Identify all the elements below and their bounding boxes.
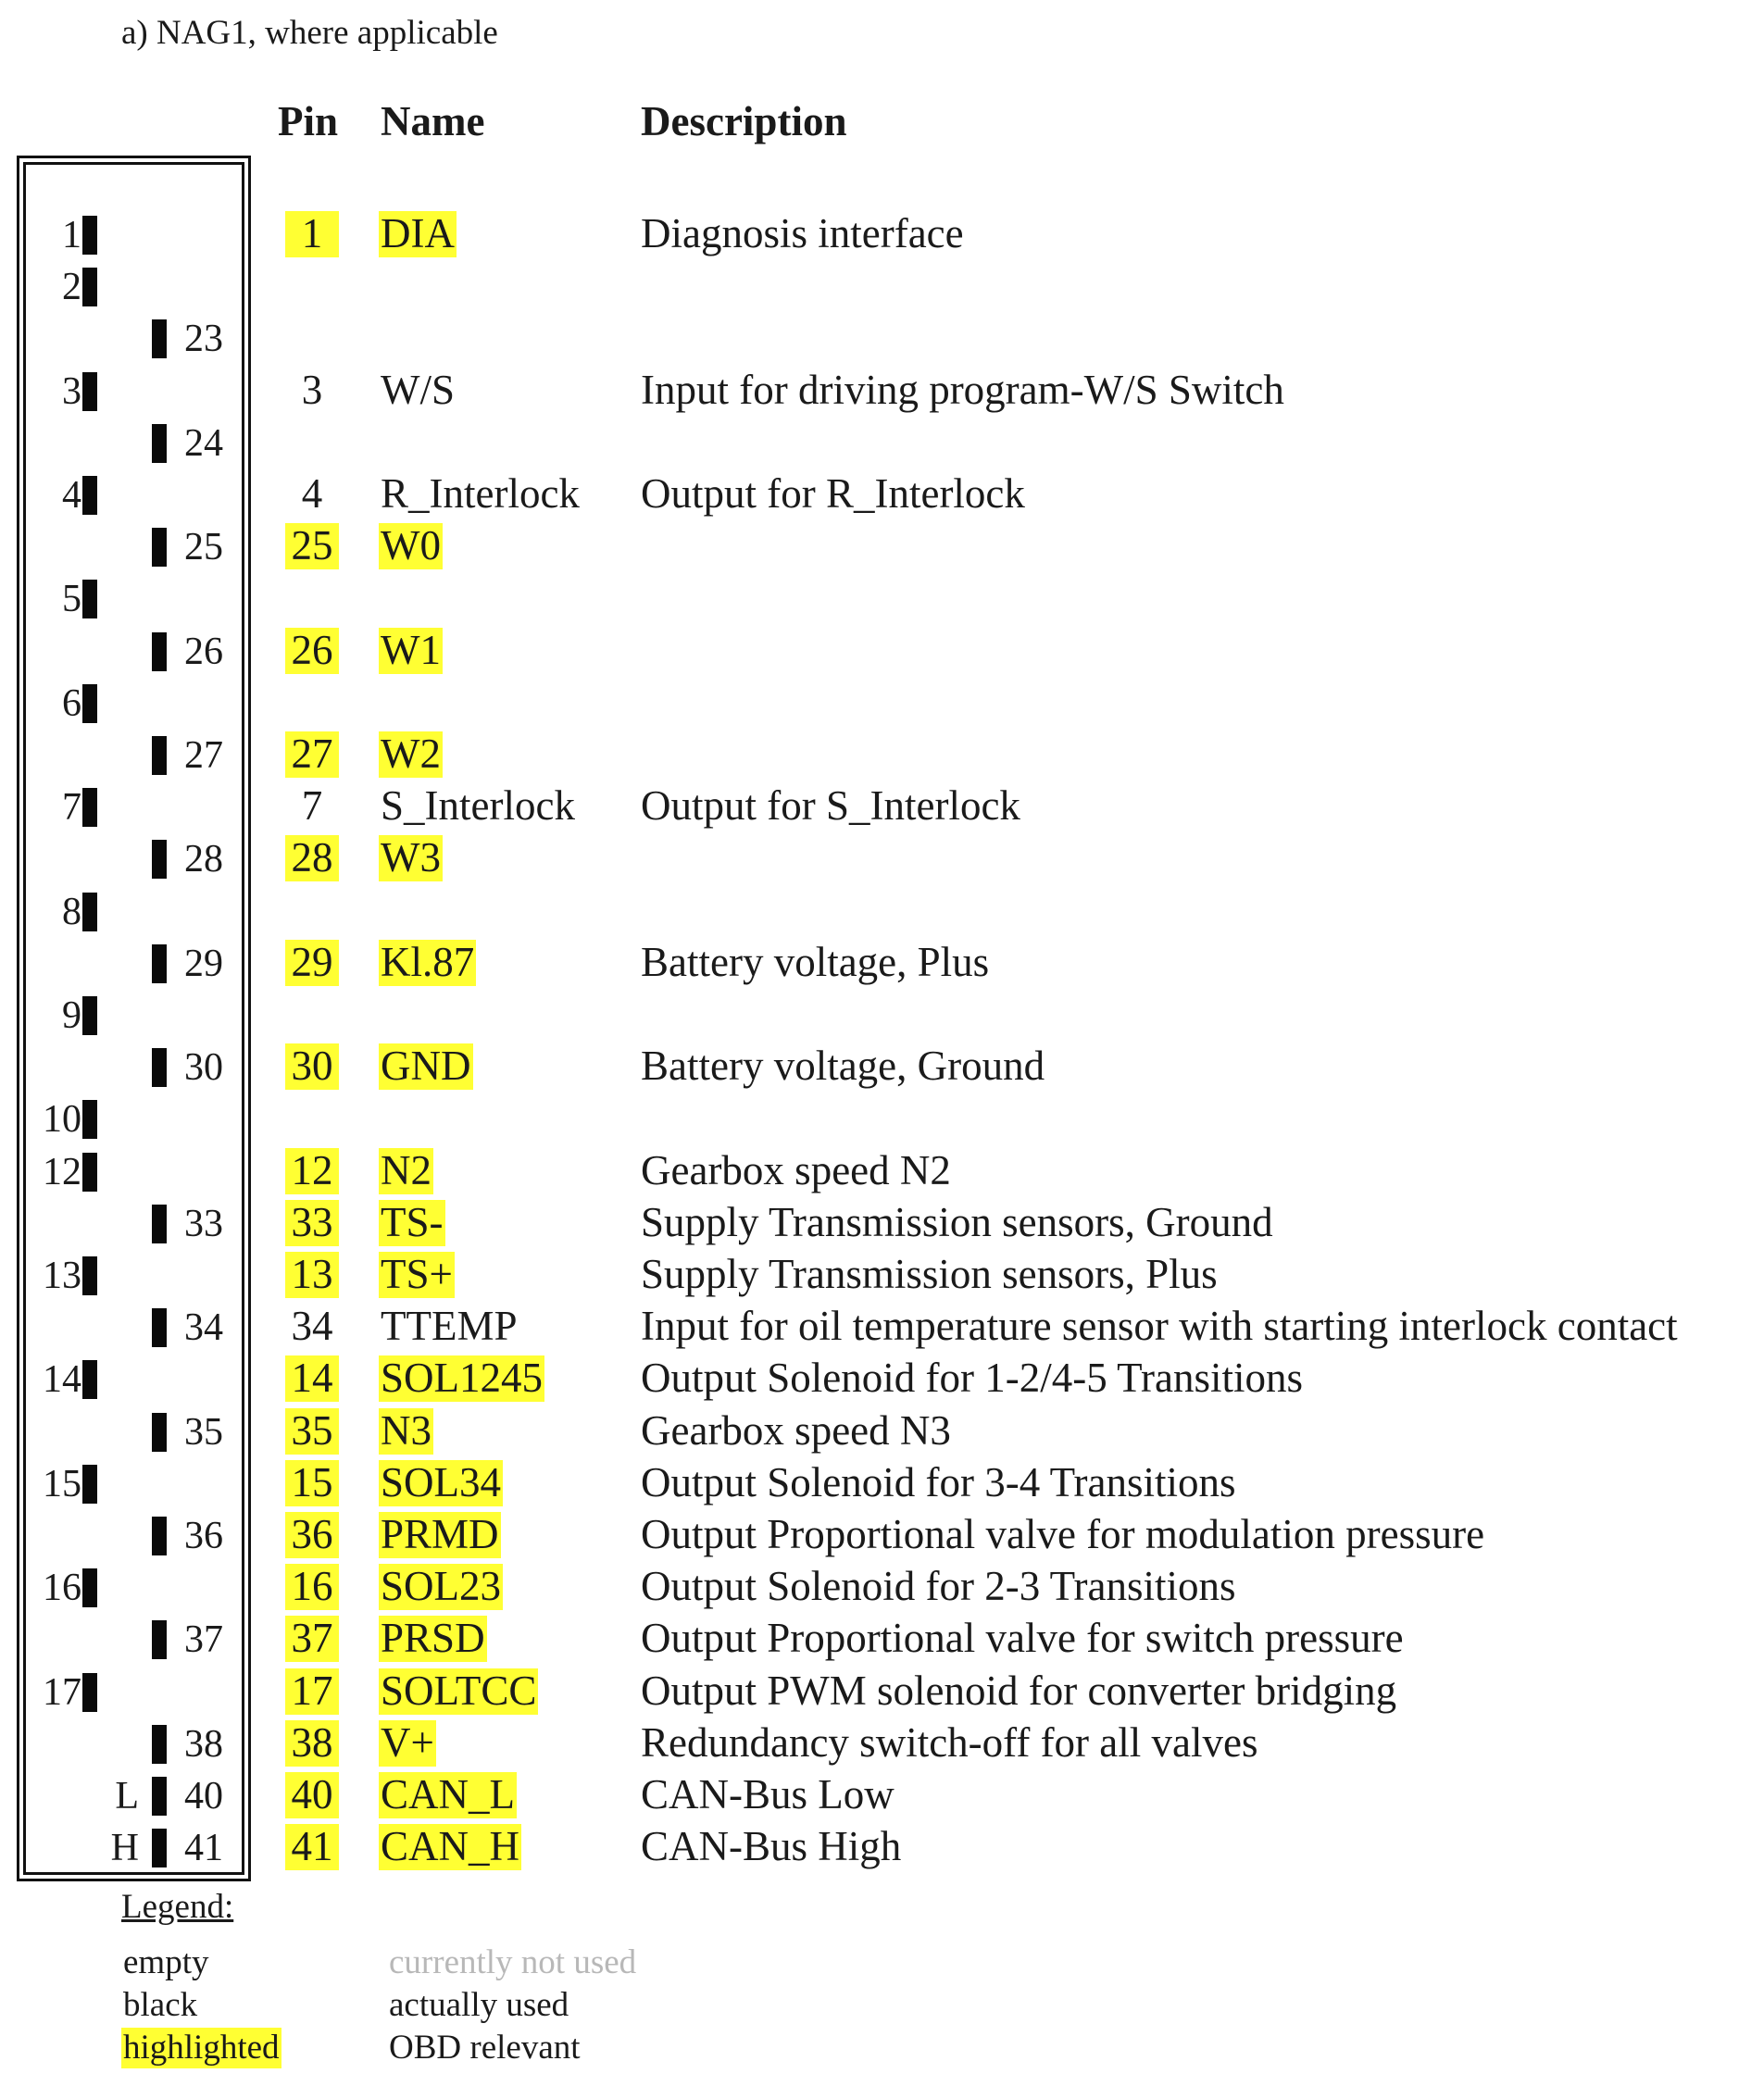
description-cell: Gearbox speed N3 xyxy=(641,1406,951,1454)
pin-cell: 28 xyxy=(285,835,339,881)
legend-value: OBD relevant xyxy=(389,2029,581,2067)
header-description: Description xyxy=(641,98,847,144)
pin-cell: 36 xyxy=(285,1512,339,1558)
connector-pin-block xyxy=(82,216,97,255)
connector-pin-block xyxy=(82,893,97,931)
connector-pin-number: 3 xyxy=(62,369,81,413)
connector-pin-number: 4 xyxy=(62,474,81,517)
pin-cell: 15 xyxy=(285,1460,339,1506)
connector-pin-number: 29 xyxy=(184,942,223,985)
description-cell: Battery voltage, Plus xyxy=(641,938,990,985)
name-cell: N2 xyxy=(381,1146,432,1193)
description-cell: Output for S_Interlock xyxy=(641,782,1020,830)
connector-pin-number: 15 xyxy=(43,1462,81,1505)
connector-pin-number: 24 xyxy=(184,421,223,465)
name-cell: S_Interlock xyxy=(381,782,575,830)
pin-cell: 27 xyxy=(285,731,339,778)
connector-pin-block xyxy=(152,1620,167,1659)
connector-pin-number: 17 xyxy=(43,1670,81,1714)
pin-cell: 33 xyxy=(285,1200,339,1246)
connector-pin-block xyxy=(152,1048,167,1087)
connector-pin-number: 25 xyxy=(184,526,223,569)
header-pin: Pin xyxy=(278,98,339,144)
connector-pin-block xyxy=(82,268,97,306)
name-cell: SOL34 xyxy=(381,1458,502,1505)
connector-pin-number: 8 xyxy=(62,890,81,933)
description-cell: Supply Transmission sensors, Plus xyxy=(641,1251,1218,1297)
name-cell: Kl.87 xyxy=(381,938,475,985)
connector-pin-number: 9 xyxy=(62,994,81,1037)
connector-pin-block xyxy=(82,1256,97,1295)
description-cell: Battery voltage, Ground xyxy=(641,1043,1045,1090)
connector-pin-block xyxy=(82,1673,97,1712)
description-cell: Input for oil temperature sensor with starting interlock contact xyxy=(641,1303,1678,1350)
legend-value: currently not used xyxy=(389,1943,637,1981)
description-cell: Output Solenoid for 2-3 Transitions xyxy=(641,1563,1236,1610)
legend-key: black xyxy=(123,1986,198,2024)
connector-pin-block xyxy=(152,944,167,983)
connector-pin-block xyxy=(152,528,167,567)
description-cell: Gearbox speed N2 xyxy=(641,1146,951,1193)
pin-cell: 26 xyxy=(285,628,339,674)
name-cell: W/S xyxy=(381,366,456,413)
connector-pin-number: 23 xyxy=(184,318,223,361)
pin-cell: 7 xyxy=(301,782,323,830)
name-cell: SOLTCC xyxy=(381,1667,537,1714)
connector-pin-number: 26 xyxy=(184,630,223,673)
connector-pin-number: 28 xyxy=(184,838,223,881)
pin-cell: 3 xyxy=(301,366,323,413)
connector-pin-block xyxy=(82,1465,97,1504)
legend-title: Legend: xyxy=(121,1888,234,1926)
connector-pin-number: 41 xyxy=(184,1827,223,1870)
name-cell: DIA xyxy=(381,210,455,256)
connector-pin-letter: L xyxy=(115,1775,139,1817)
connector-pin-number: 40 xyxy=(184,1775,223,1817)
connector-pin-number: 38 xyxy=(184,1722,223,1766)
name-cell: TS+ xyxy=(381,1251,453,1297)
connector-pin-number: 37 xyxy=(184,1618,223,1662)
pin-cell: 29 xyxy=(285,940,339,986)
connector-pin-block xyxy=(152,736,167,775)
description-cell: Output Solenoid for 3-4 Transitions xyxy=(641,1458,1236,1505)
connector-pin-number: 12 xyxy=(43,1150,81,1193)
pin-cell: 40 xyxy=(285,1772,339,1818)
description-cell: Output PWM solenoid for converter bridging xyxy=(641,1667,1397,1714)
name-cell: R_Interlock xyxy=(381,470,580,517)
pin-cell: 4 xyxy=(301,470,323,517)
connector-pin-block xyxy=(82,580,97,618)
legend-key: highlighted xyxy=(123,2029,280,2067)
name-cell: PRMD xyxy=(381,1511,499,1557)
connector-pin-block xyxy=(152,1777,167,1816)
pin-cell: 35 xyxy=(285,1408,339,1455)
connector-pin-block xyxy=(82,1568,97,1607)
pin-cell: 12 xyxy=(285,1148,339,1194)
connector-pin-block xyxy=(152,1517,167,1555)
description-cell: CAN-Bus High xyxy=(641,1823,902,1870)
description-cell: Supply Transmission sensors, Ground xyxy=(641,1198,1273,1245)
description-cell: Output Solenoid for 1-2/4-5 Transitions xyxy=(641,1355,1304,1402)
connector-pin-number: 35 xyxy=(184,1410,223,1454)
name-cell: PRSD xyxy=(381,1615,485,1662)
connector-pin-number: 30 xyxy=(184,1046,223,1090)
name-cell: CAN_L xyxy=(381,1771,515,1817)
connector-pin-number: 27 xyxy=(184,734,223,777)
connector-pin-block xyxy=(152,1725,167,1764)
name-cell: N3 xyxy=(381,1406,432,1454)
name-cell: SOL1245 xyxy=(381,1355,544,1402)
connector-pin-number: 34 xyxy=(184,1306,223,1350)
connector-pin-number: 1 xyxy=(62,214,81,256)
connector-pin-block xyxy=(82,788,97,827)
connector-pin-number: 14 xyxy=(43,1358,81,1402)
pin-cell: 13 xyxy=(285,1252,339,1298)
connector-pin-block xyxy=(152,1308,167,1347)
connector-pin-block xyxy=(152,1413,167,1452)
connector-pin-block xyxy=(82,996,97,1035)
connector-pin-block xyxy=(82,1153,97,1192)
name-cell: TS- xyxy=(381,1198,444,1245)
connector-pin-number: 6 xyxy=(62,681,81,725)
description-cell: Output Proportional valve for modulation pressure xyxy=(641,1511,1485,1557)
connector-pin-block xyxy=(152,1205,167,1243)
pin-cell: 41 xyxy=(285,1824,339,1870)
connector-pin-block xyxy=(82,372,97,411)
connector-pin-block xyxy=(82,1360,97,1399)
connector-pin-number: 7 xyxy=(62,786,81,830)
pin-cell: 30 xyxy=(285,1043,339,1090)
figure-caption: a) NAG1, where applicable xyxy=(121,14,498,52)
connector-pin-letter: H xyxy=(110,1827,139,1870)
connector-pin-block xyxy=(152,319,167,358)
pin-cell: 16 xyxy=(285,1564,339,1610)
connector-pin-block xyxy=(152,632,167,671)
pin-cell: 17 xyxy=(285,1668,339,1715)
connector-pin-number: 5 xyxy=(62,578,81,621)
connector-pin-number: 36 xyxy=(184,1515,223,1557)
connector-pin-block xyxy=(82,1100,97,1139)
connector-pin-block xyxy=(82,476,97,515)
description-cell: Redundancy switch-off for all valves xyxy=(641,1718,1258,1766)
connector-pin-number: 16 xyxy=(43,1567,81,1610)
description-cell: CAN-Bus Low xyxy=(641,1771,895,1817)
name-cell: CAN_H xyxy=(381,1823,520,1870)
legend-key: empty xyxy=(123,1943,209,1981)
connector-pin-number: 2 xyxy=(62,266,81,309)
connector-pin-block xyxy=(152,840,167,879)
legend-value: actually used xyxy=(389,1986,569,2024)
connector-pin-number: 13 xyxy=(43,1255,81,1297)
name-cell: W2 xyxy=(381,731,441,777)
connector-pin-block xyxy=(82,684,97,723)
name-cell: W1 xyxy=(381,626,441,673)
connector-pin-number: 33 xyxy=(184,1202,223,1245)
pin-cell: 25 xyxy=(285,523,339,569)
connector-pin-number: 10 xyxy=(43,1098,81,1142)
pin-cell: 34 xyxy=(291,1303,333,1350)
pin-cell: 1 xyxy=(285,211,339,257)
connector-pin-block xyxy=(152,424,167,463)
description-cell: Input for driving program-W/S Switch xyxy=(641,366,1284,413)
description-cell: Output for R_Interlock xyxy=(641,470,1025,517)
name-cell: GND xyxy=(381,1043,471,1090)
name-cell: W3 xyxy=(381,834,441,881)
header-name: Name xyxy=(381,98,485,144)
pin-cell: 38 xyxy=(285,1720,339,1767)
name-cell: W0 xyxy=(381,522,441,569)
connector-pin-block xyxy=(152,1829,167,1867)
pin-cell: 37 xyxy=(285,1616,339,1662)
pin-cell: 14 xyxy=(285,1355,339,1402)
name-cell: SOL23 xyxy=(381,1563,502,1610)
description-cell: Diagnosis interface xyxy=(641,210,964,256)
description-cell: Output Proportional valve for switch pressure xyxy=(641,1615,1404,1662)
name-cell: TTEMP xyxy=(381,1303,518,1350)
name-cell: V+ xyxy=(381,1718,434,1766)
